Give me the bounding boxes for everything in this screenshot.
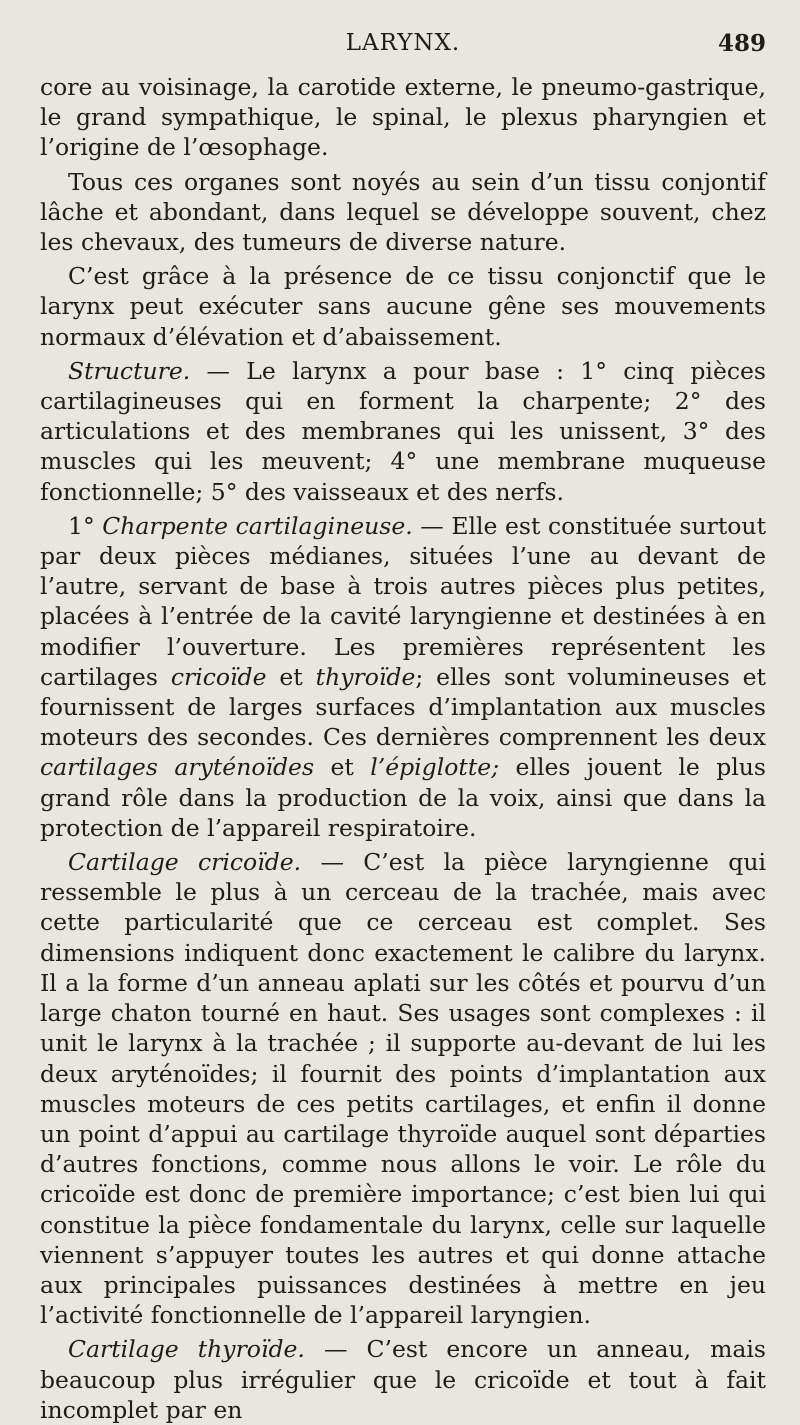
paragraph-text: — C’est encore un anneau, mais beaucoup plus irrégulier que le cricoïde et tout à fait incomplet par en	[40, 1335, 766, 1424]
section-number: 1°	[68, 511, 103, 540]
paragraph-tissu	[40, 167, 766, 258]
term-arytenoides: cartilages aryténoïdes	[40, 753, 315, 782]
paragraph-text: ; elles sont volumineuses et fournissent de larges surfaces d’implantation aux muscles moteurs des secondes. Ces dernières comprennent les deux	[40, 662, 767, 752]
paragraph-thyroide	[40, 1334, 766, 1425]
paragraph-structure	[40, 356, 766, 507]
term-thyroide: thyroïde	[315, 662, 416, 691]
paragraph-cricoide	[40, 847, 766, 1330]
term-cricoide: cricoïde	[170, 662, 267, 691]
term-epiglotte: l’épiglotte;	[370, 753, 500, 782]
running-title: LARYNX.	[345, 30, 461, 56]
paragraph-text: — Elle est constituée surtout par deux pièces médianes, situées l’une au devant de l’autre, servant de base à trois autres pièces plus petites, placées à l’entrée de la cavité laryngienne et destinées à en modifier l’ouverture. Les premières représentent les cartilages	[40, 511, 767, 691]
page-number: 489	[717, 30, 766, 57]
paragraph-text: core au voisinage, la carotide externe, le pneumo-gastrique, le grand sympathique, le spinal, le plexus pharyngien et l’origine de l’œsophage.	[40, 73, 766, 162]
paragraph-text: Tous ces organes sont noyés au sein d’un tissu conjontif lâche et abondant, dans lequel se développe souvent, chez les chevaux, des tumeurs de diverse nature.	[40, 167, 766, 257]
section-lead-cricoide: Cartilage cricoïde.	[68, 848, 302, 877]
paragraph-charpente	[40, 511, 766, 843]
paragraph-text: et	[314, 753, 371, 782]
paragraph-text: — C’est la pièce laryngienne qui ressemble le plus à un cerceau de la trachée, mais avec cette particularité que ce cerceau est complet. Ses dimensions indiquent donc exactement le calibre du larynx. Il a la forme d’un anneau aplati sur les côtés et pourvu d’un large chaton tourné en haut. Ses usages sont complexes : il unit le larynx à la trachée ; il supporte au-devant de lui les deux aryténoïdes; il fournit des points d’implantation aux muscles moteurs de ces petits cartilages, et enfin il donne un point d’appui au cartilage thyroïde auquel sont départies d’autres fonctions, comme nous allons le voir. Le rôle du cricoïde est donc de première importance; c’est bien lui qui constitue la pièce fondamentale du larynx, celle sur laquelle viennent s’appuyer toutes les autres et qui donne attache aux principales puissances destinées à mettre en jeu l’activité fonctionnelle de l’appareil laryngien.	[40, 848, 766, 1330]
running-head	[40, 30, 766, 66]
paragraph-text: elles jouent le plus grand rôle dans la production de la voix, ainsi que dans la protection de l’appareil respiratoire.	[40, 753, 766, 842]
paragraph-mouvements	[40, 261, 766, 352]
body-text	[40, 72, 766, 1425]
paragraph-text: C’est grâce à la présence de ce tissu conjonctif que le larynx peut exécuter sans aucune gêne ses mouvements normaux d’élévation et d’abaissement.	[40, 262, 766, 351]
section-lead-structure: Structure.	[68, 356, 191, 385]
section-lead-thyroide: Cartilage thyroïde.	[68, 1335, 305, 1364]
paragraph-text: — Le larynx a pour base : 1° cinq pièces cartilagineuses qui en forment la charpente; 2° des articulations et des membranes qui les unissent, 3° des muscles qui les meuvent; 4° une membrane muqueuse fonctionnelle; 5° des vaisseaux et des nerfs.	[40, 356, 766, 506]
paragraph-continued	[40, 72, 766, 163]
section-lead-charpente: Charpente cartilagineuse.	[102, 511, 413, 540]
paragraph-text: et	[266, 662, 316, 691]
